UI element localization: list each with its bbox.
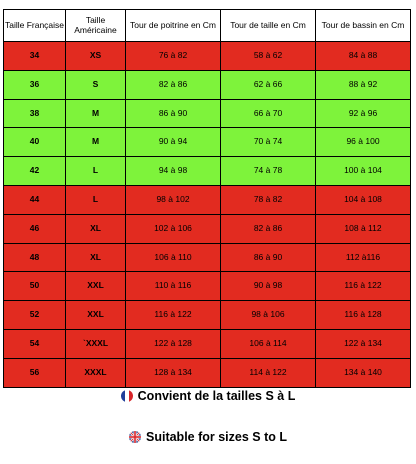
hips-cell: 116 à 128	[316, 301, 411, 330]
french-size-cell: 54	[4, 329, 66, 358]
french-size-cell: 46	[4, 214, 66, 243]
table-row	[4, 157, 411, 186]
waist-cell: 98 à 106	[221, 301, 316, 330]
table-row	[4, 42, 411, 71]
table-row	[4, 70, 411, 99]
table-row	[4, 185, 411, 214]
us-size-cell: XL	[66, 243, 126, 272]
french-size-cell: 36	[4, 70, 66, 99]
french-size-cell: 56	[4, 358, 66, 387]
hips-cell: 92 à 96	[316, 99, 411, 128]
table-row	[4, 301, 411, 330]
us-size-cell: XS	[66, 42, 126, 71]
waist-cell: 82 à 86	[221, 214, 316, 243]
chest-cell: 82 à 86	[126, 70, 221, 99]
waist-cell: 90 à 98	[221, 272, 316, 301]
chest-cell: 102 à 106	[126, 214, 221, 243]
table-row	[4, 128, 411, 157]
waist-cell: 78 à 82	[221, 185, 316, 214]
header-french-size: Taille Française	[4, 10, 66, 42]
uk-flag-icon	[129, 431, 141, 443]
france-flag-icon	[121, 390, 133, 402]
us-size-cell: XXL	[66, 301, 126, 330]
note-french	[0, 389, 416, 403]
table-row	[4, 214, 411, 243]
waist-cell: 74 à 78	[221, 157, 316, 186]
hips-cell: 112 à116	[316, 243, 411, 272]
chest-cell: 116 à 122	[126, 301, 221, 330]
note-french-text: Convient de la tailles S à L	[137, 389, 296, 403]
waist-cell: 58 à 62	[221, 42, 316, 71]
size-chart-table	[3, 9, 411, 388]
french-size-cell: 48	[4, 243, 66, 272]
header-row	[4, 10, 411, 42]
chest-cell: 90 à 94	[126, 128, 221, 157]
chest-cell: 76 à 82	[126, 42, 221, 71]
hips-cell: 100 à 104	[316, 157, 411, 186]
us-size-cell: L	[66, 157, 126, 186]
french-size-cell: 34	[4, 42, 66, 71]
waist-cell: 106 à 114	[221, 329, 316, 358]
us-size-cell: M	[66, 128, 126, 157]
waist-cell: 70 à 74	[221, 128, 316, 157]
hips-cell: 84 à 88	[316, 42, 411, 71]
chest-cell: 128 à 134	[126, 358, 221, 387]
chest-cell: 86 à 90	[126, 99, 221, 128]
hips-cell: 116 à 122	[316, 272, 411, 301]
note-english-text: Suitable for sizes S to L	[146, 430, 287, 444]
hips-cell: 104 à 108	[316, 185, 411, 214]
header-us-size: Taille Américaine	[66, 10, 126, 42]
note-english	[0, 430, 416, 444]
hips-cell: 122 à 134	[316, 329, 411, 358]
us-size-cell: `XXXL	[66, 329, 126, 358]
waist-cell: 114 à 122	[221, 358, 316, 387]
us-size-cell: S	[66, 70, 126, 99]
us-size-cell: XL	[66, 214, 126, 243]
french-size-cell: 38	[4, 99, 66, 128]
us-size-cell: M	[66, 99, 126, 128]
table-row	[4, 358, 411, 387]
chest-cell: 98 à 102	[126, 185, 221, 214]
french-size-cell: 42	[4, 157, 66, 186]
waist-cell: 86 à 90	[221, 243, 316, 272]
waist-cell: 66 à 70	[221, 99, 316, 128]
header-waist: Tour de taille en Cm	[221, 10, 316, 42]
us-size-cell: L	[66, 185, 126, 214]
hips-cell: 88 à 92	[316, 70, 411, 99]
header-chest: Tour de poitrine en Cm	[126, 10, 221, 42]
french-size-cell: 52	[4, 301, 66, 330]
table-row	[4, 329, 411, 358]
table-row	[4, 99, 411, 128]
waist-cell: 62 à 66	[221, 70, 316, 99]
header-hips: Tour de bassin en Cm	[316, 10, 411, 42]
hips-cell: 96 à 100	[316, 128, 411, 157]
table-row	[4, 272, 411, 301]
hips-cell: 108 à 112	[316, 214, 411, 243]
french-size-cell: 40	[4, 128, 66, 157]
us-size-cell: XXXL	[66, 358, 126, 387]
french-size-cell: 50	[4, 272, 66, 301]
french-size-cell: 44	[4, 185, 66, 214]
hips-cell: 134 à 140	[316, 358, 411, 387]
chest-cell: 94 à 98	[126, 157, 221, 186]
chest-cell: 122 à 128	[126, 329, 221, 358]
table-row	[4, 243, 411, 272]
us-size-cell: XXL	[66, 272, 126, 301]
chest-cell: 106 à 110	[126, 243, 221, 272]
chest-cell: 110 à 116	[126, 272, 221, 301]
